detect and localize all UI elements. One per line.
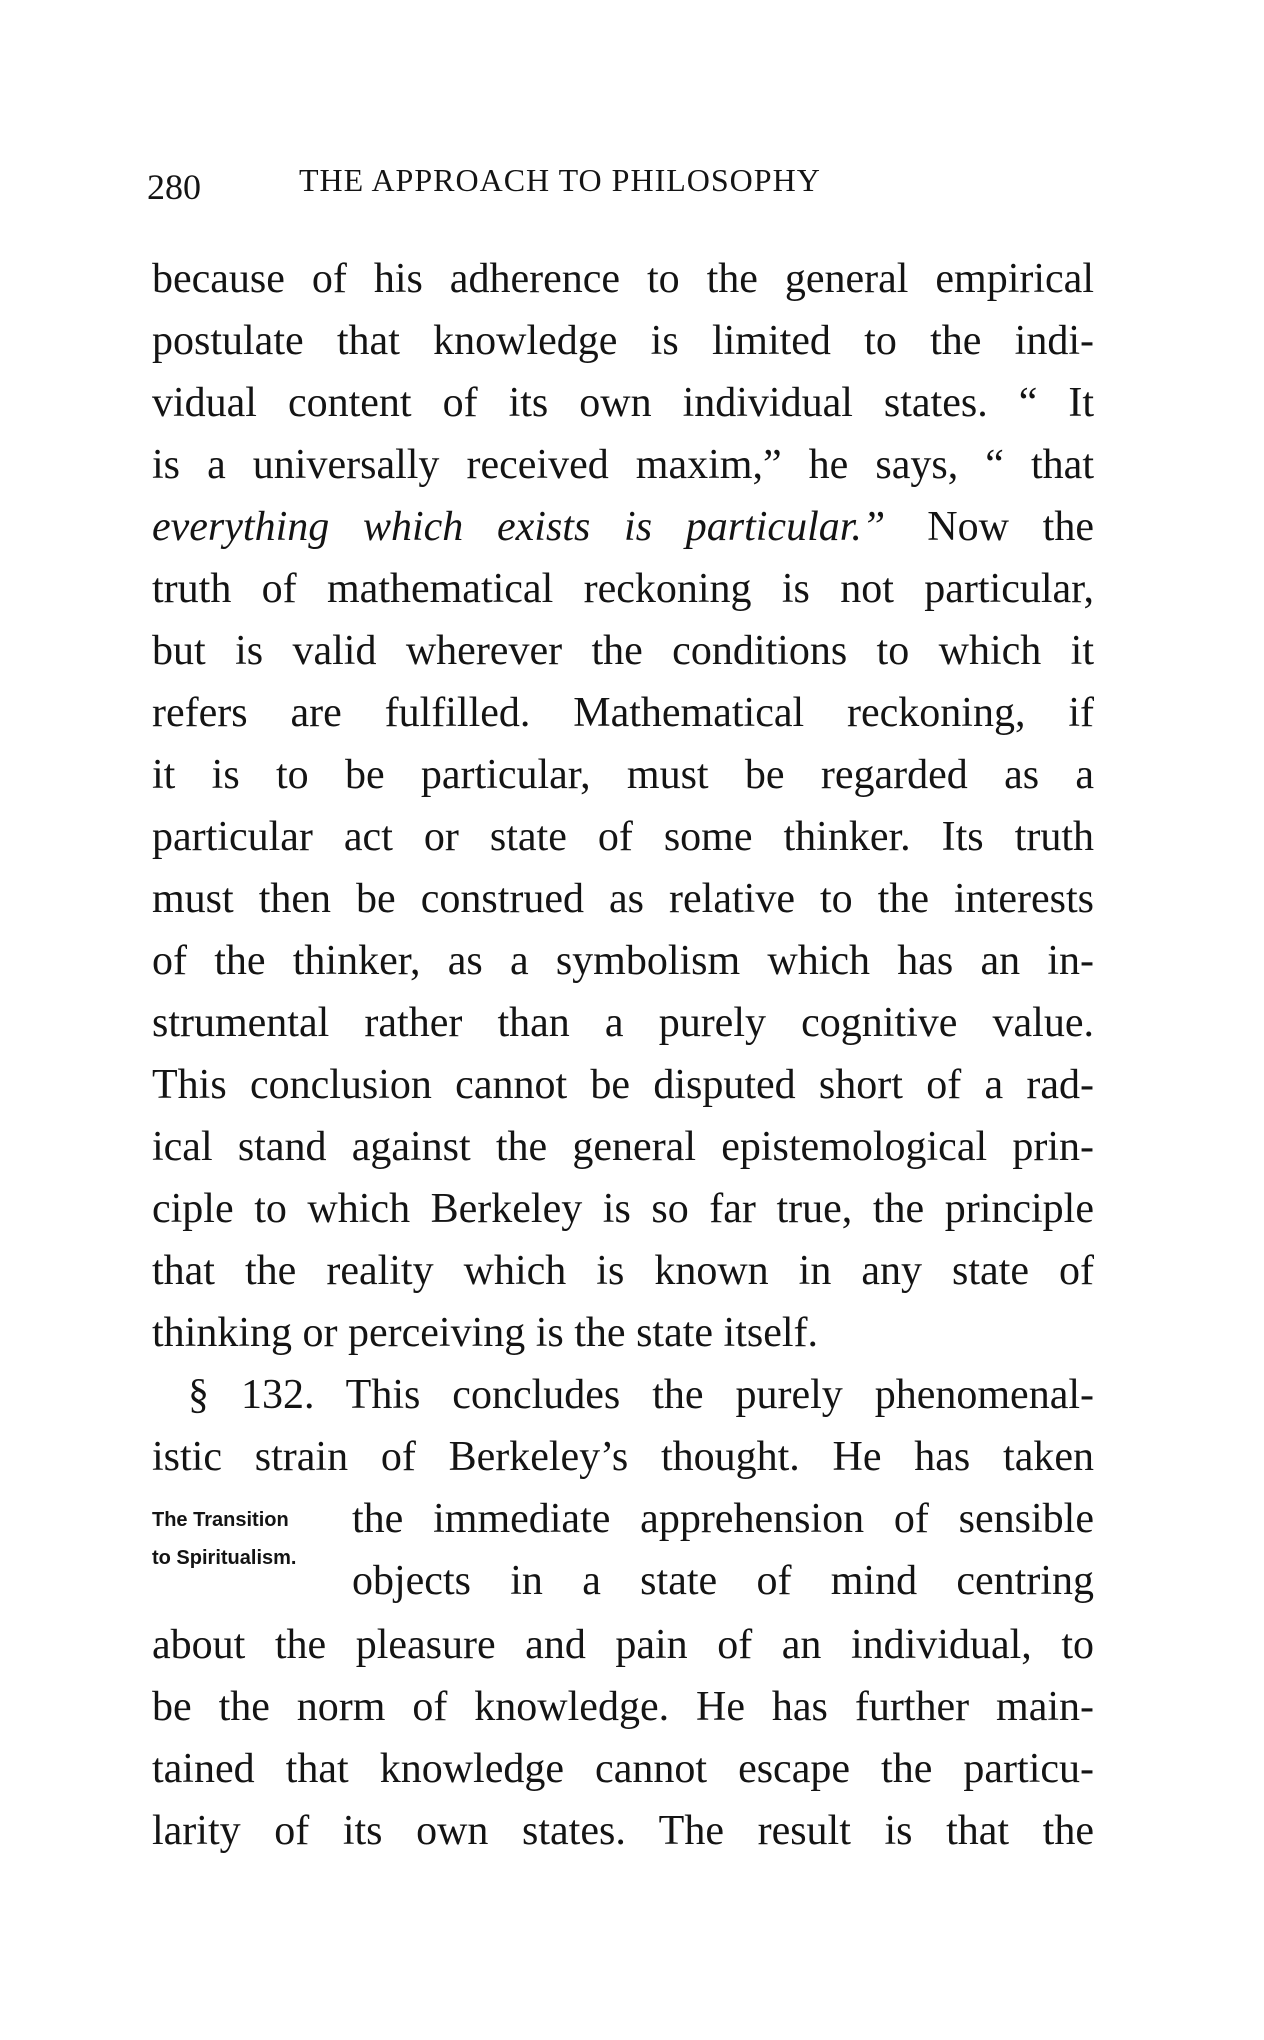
text-fragment xyxy=(885,504,927,550)
text-line: ciple to which Berkeley is so far true, the principle xyxy=(152,1186,1094,1232)
text-line: § 132. This concludes the purely phenomenal- xyxy=(188,1372,1094,1418)
text-line: objects in a state of mind centring xyxy=(352,1558,1094,1604)
marginal-note-line: The Transition xyxy=(152,1509,289,1531)
text-line: it is to be particular, must be regarded as a xyxy=(152,752,1094,798)
text-line: the immediate apprehension of sensible xyxy=(352,1496,1094,1542)
text-line: strumental rather than a purely cognitive value. xyxy=(152,1000,1094,1046)
marginal-note-line: to Spiritualism. xyxy=(152,1547,297,1569)
text-line: be the norm of knowledge. He has further main- xyxy=(152,1684,1094,1730)
text-line: vidual content of its own individual states. “ It xyxy=(152,380,1094,426)
text-line: thinking or perceiving is the state itself. xyxy=(152,1310,819,1356)
marginal-note xyxy=(152,1508,296,1570)
text-line: postulate that knowledge is limited to the indi- xyxy=(152,318,1094,364)
text-line: larity of its own states. The result is that the xyxy=(152,1808,1094,1854)
text-line: that the reality which is known in any state of xyxy=(152,1248,1094,1294)
text-line: refers are fulfilled. Mathematical reckoning, if xyxy=(152,690,1094,736)
text-line: ical stand against the general epistemological prin- xyxy=(152,1124,1094,1170)
text-line: truth of mathematical reckoning is not particular, xyxy=(152,566,1094,612)
text-line: particular act or state of some thinker. Its truth xyxy=(152,814,1094,860)
text-line: tained that knowledge cannot escape the particu- xyxy=(152,1746,1094,1792)
text-line xyxy=(152,496,1094,558)
italic-quote: everything which exists is particular.” xyxy=(152,504,886,550)
text-line: istic strain of Berkeley’s thought. He has taken xyxy=(152,1434,1094,1480)
text-line: but is valid wherever the conditions to which it xyxy=(152,628,1094,674)
text-line: because of his adherence to the general empirical xyxy=(152,256,1094,302)
text-fragment: Now the xyxy=(927,504,1094,550)
text-line: is a universally received maxim,” he says, “ that xyxy=(152,442,1094,488)
running-title: THE APPROACH TO PHILOSOPHY xyxy=(299,162,821,198)
text-line: of the thinker, as a symbolism which has an in- xyxy=(152,938,1094,984)
page-number: 280 xyxy=(147,167,201,207)
running-head xyxy=(147,162,1097,212)
text-line: about the pleasure and pain of an individual, to xyxy=(152,1622,1094,1668)
text-line: This conclusion cannot be disputed short of a rad- xyxy=(152,1062,1094,1108)
text-line: must then be construed as relative to the interests xyxy=(152,876,1094,922)
